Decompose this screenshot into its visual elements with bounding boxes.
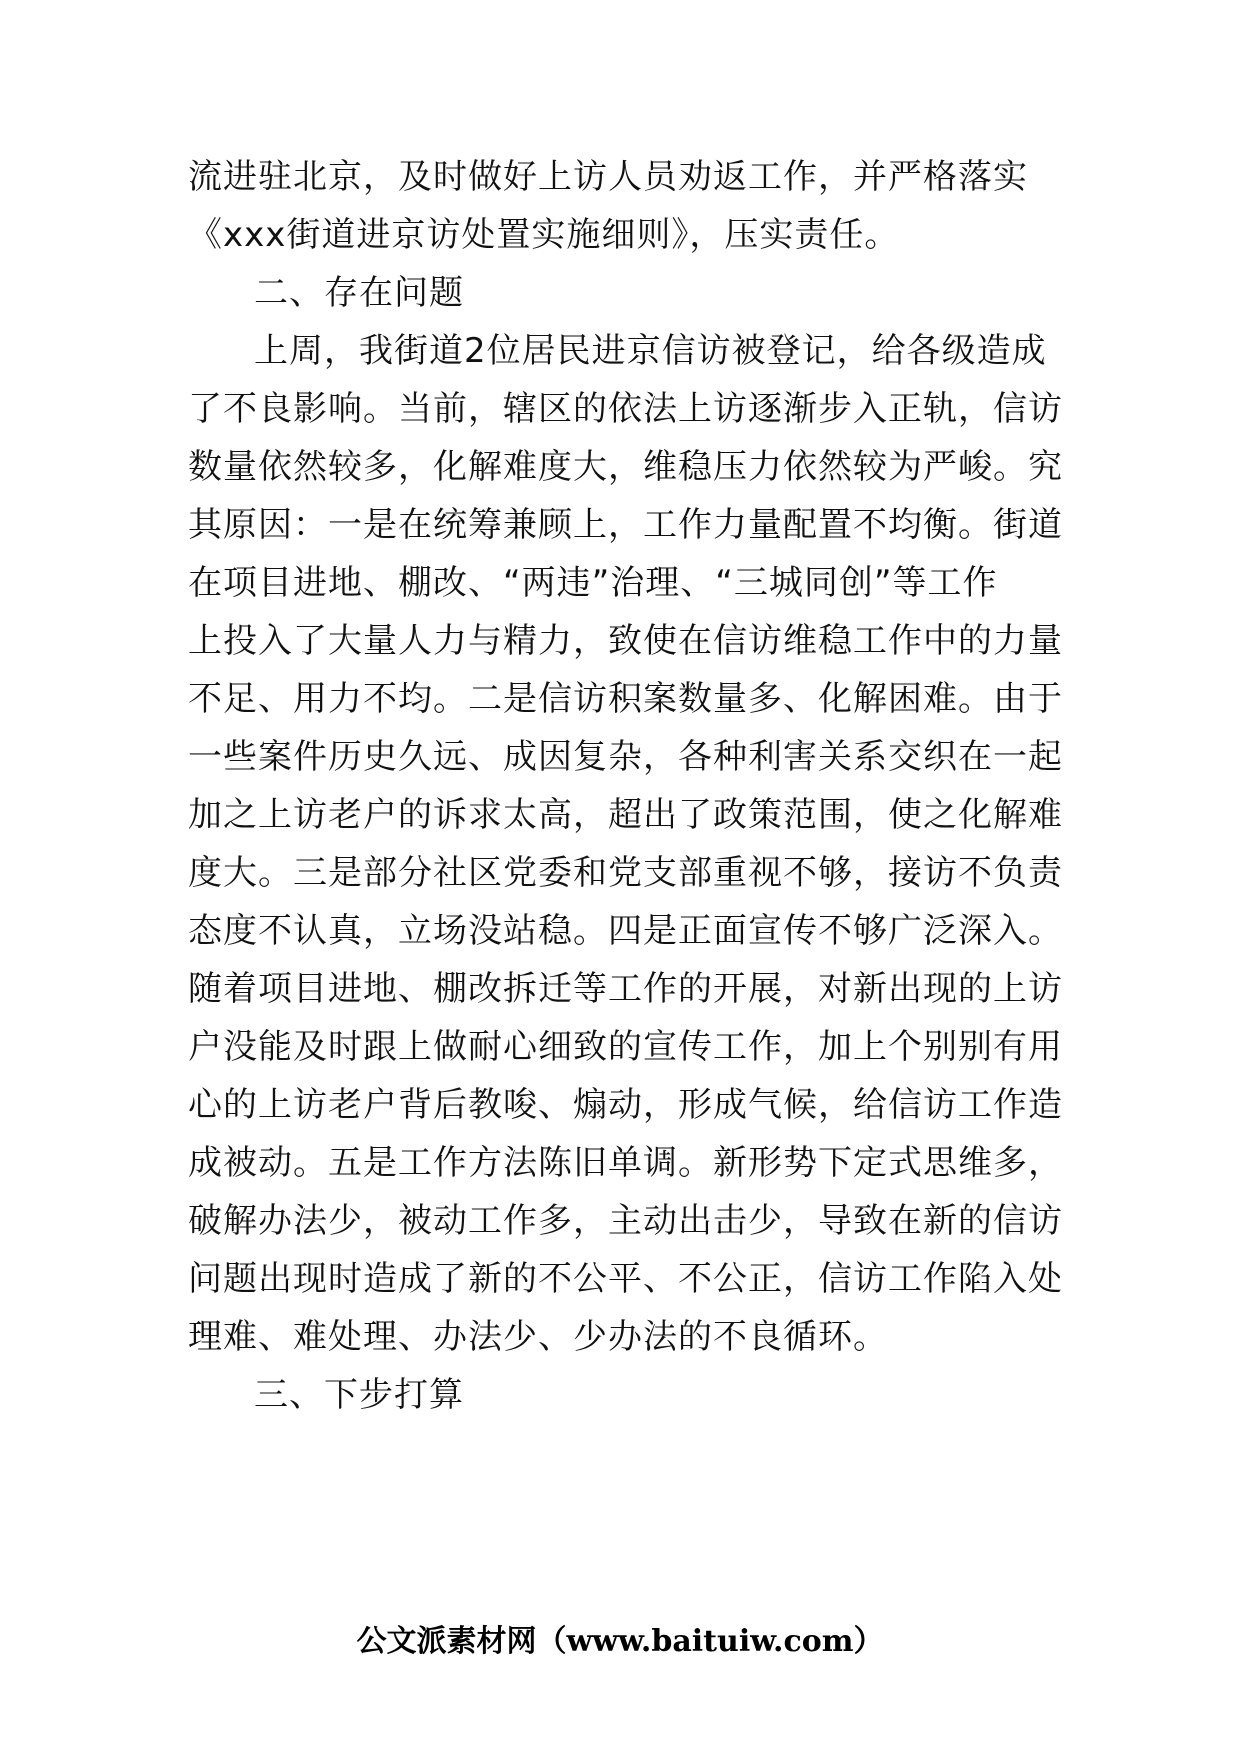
section-heading-problems: 二、存在问题 — [254, 273, 464, 313]
body-text-line: 度大。三是部分社区党委和党支部重视不够，接访不负责 — [188, 853, 1063, 893]
body-text-line: 在项目进地、棚改、“两违”治理、“三城同创”等工作 — [188, 563, 998, 603]
body-text-line: 一些案件历史久远、成因复杂，各种利害关系交织在一起 — [188, 737, 1063, 777]
body-text-line: 加之上访老户的诉求太高，超出了政策范围，使之化解难 — [188, 795, 1063, 835]
body-text-line: 《xxx街道进京访处置实施细则》，压实责任。 — [188, 215, 900, 255]
body-text-line: 流进驻北京，及时做好上访人员劝返工作，并严格落实 — [188, 157, 1028, 197]
body-text-line: 问题出现时造成了新的不公平、不公正，信访工作陷入处 — [188, 1259, 1063, 1299]
body-text-line: 破解办法少，被动工作多，主动出击少，导致在新的信访 — [188, 1201, 1063, 1241]
body-text-line: 了不良影响。当前，辖区的依法上访逐渐步入正轨，信访 — [188, 389, 1063, 429]
body-text-line: 心的上访老户背后教唆、煽动，形成气候，给信访工作造 — [188, 1085, 1063, 1125]
section-heading-next-steps: 三、下步打算 — [254, 1375, 464, 1415]
body-text-line: 不足、用力不均。二是信访积案数量多、化解困难。由于 — [188, 679, 1063, 719]
body-text-line: 数量依然较多，化解难度大，维稳压力依然较为严峻。究 — [188, 447, 1063, 487]
body-text-line: 随着项目进地、棚改拆迁等工作的开展，对新出现的上访 — [188, 969, 1063, 1009]
paragraph-first-line: 上周，我街道2位居民进京信访被登记，给各级造成 — [254, 331, 1047, 371]
body-text-line: 上投入了大量人力与精力，致使在信访维稳工作中的力量 — [188, 621, 1063, 661]
footer-watermark-text: 公文派素材网（www.baituiw.com） — [356, 1624, 884, 1659]
body-text-line: 理难、难处理、办法少、少办法的不良循环。 — [188, 1317, 888, 1357]
body-text-line: 态度不认真，立场没站稳。四是正面宣传不够广泛深入。 — [188, 911, 1063, 951]
body-text-line: 其原因：一是在统筹兼顾上，工作力量配置不均衡。街道 — [188, 505, 1063, 545]
body-text-line: 户没能及时跟上做耐心细致的宣传工作，加上个别别有用 — [188, 1027, 1063, 1067]
body-text-line: 成被动。五是工作方法陈旧单调。新形势下定式思维多， — [188, 1143, 1063, 1183]
